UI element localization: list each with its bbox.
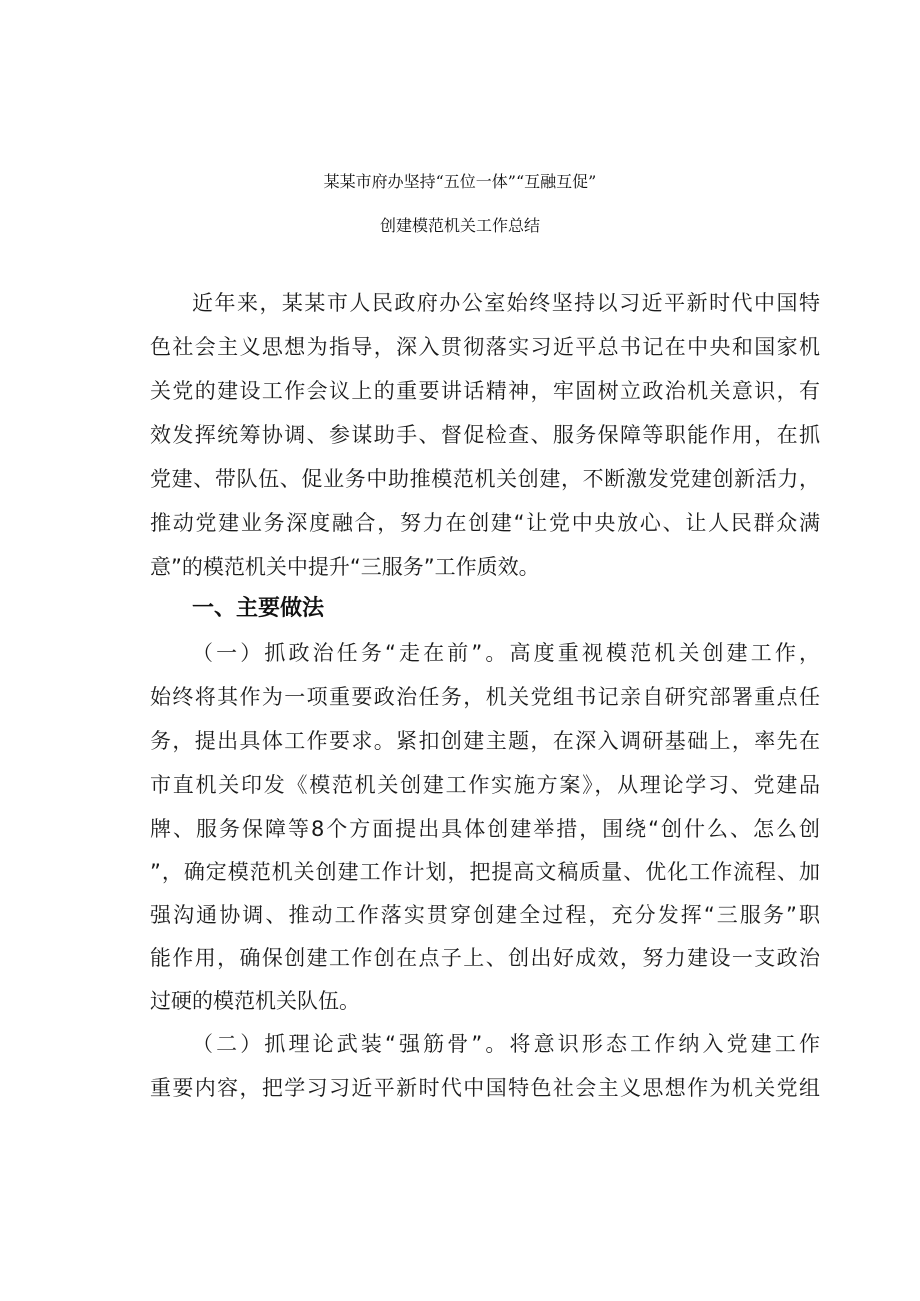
intro-line: 推动党建业务深度融合，努力在创建“让党中央放心、让人民群众满: [150, 511, 820, 535]
item1-line: 牌、服务保障等8个方面提出具体创建举措，围绕“创什么、怎么创: [150, 817, 820, 841]
intro-line: 党建、带队伍、促业务中助推模范机关创建，不断激发党建创新活力，: [150, 467, 820, 491]
item1-line: 务，提出具体工作要求。紧扣创建主题，在深入调研基础上，率先在: [150, 729, 820, 753]
document-title-line-1: 某某市府办坚持“五位一体”“互融互促”: [323, 172, 597, 191]
item1-line: ”，确定模范机关创建工作计划，把提高文稿质量、优化工作流程、加: [150, 860, 820, 884]
intro-line: 近年来，某某市人民政府办公室始终坚持以习近平新时代中国特: [192, 291, 820, 315]
intro-line: 意”的模范机关中提升“三服务”工作质效。: [150, 555, 540, 579]
document-title-line-2: 创建模范机关工作总结: [379, 216, 540, 235]
item2-line: （二）抓理论武装“强筋骨”。将意识形态工作纳入党建工作: [192, 1032, 820, 1056]
intro-line: 关党的建设工作会议上的重要讲话精神，牢固树立政治机关意识，有: [150, 379, 820, 403]
item1-line: 市直机关印发《模范机关创建工作实施方案》，从理论学习、党建品: [150, 773, 820, 797]
item1-line: 能作用，确保创建工作创在点子上、创出好成效，努力建设一支政治: [150, 946, 820, 970]
intro-line: 色社会主义思想为指导，深入贯彻落实习近平总书记在中央和国家机: [150, 335, 820, 359]
section-heading: 一、主要做法: [192, 596, 325, 621]
item1-line: （一）抓政治任务“走在前”。高度重视模范机关创建工作，: [192, 641, 820, 665]
item1-line: 过硬的模范机关队伍。: [150, 989, 360, 1013]
intro-line: 效发挥统筹协调、参谋助手、督促检查、服务保障等职能作用，在抓: [150, 423, 820, 447]
item2-line: 重要内容，把学习习近平新时代中国特色社会主义思想作为机关党组: [150, 1076, 820, 1100]
item1-line: 强沟通协调、推动工作落实贯穿创建全过程，充分发挥“三服务”职: [150, 903, 820, 927]
item1-line: 始终将其作为一项重要政治任务，机关党组书记亲自研究部署重点任: [150, 685, 820, 709]
